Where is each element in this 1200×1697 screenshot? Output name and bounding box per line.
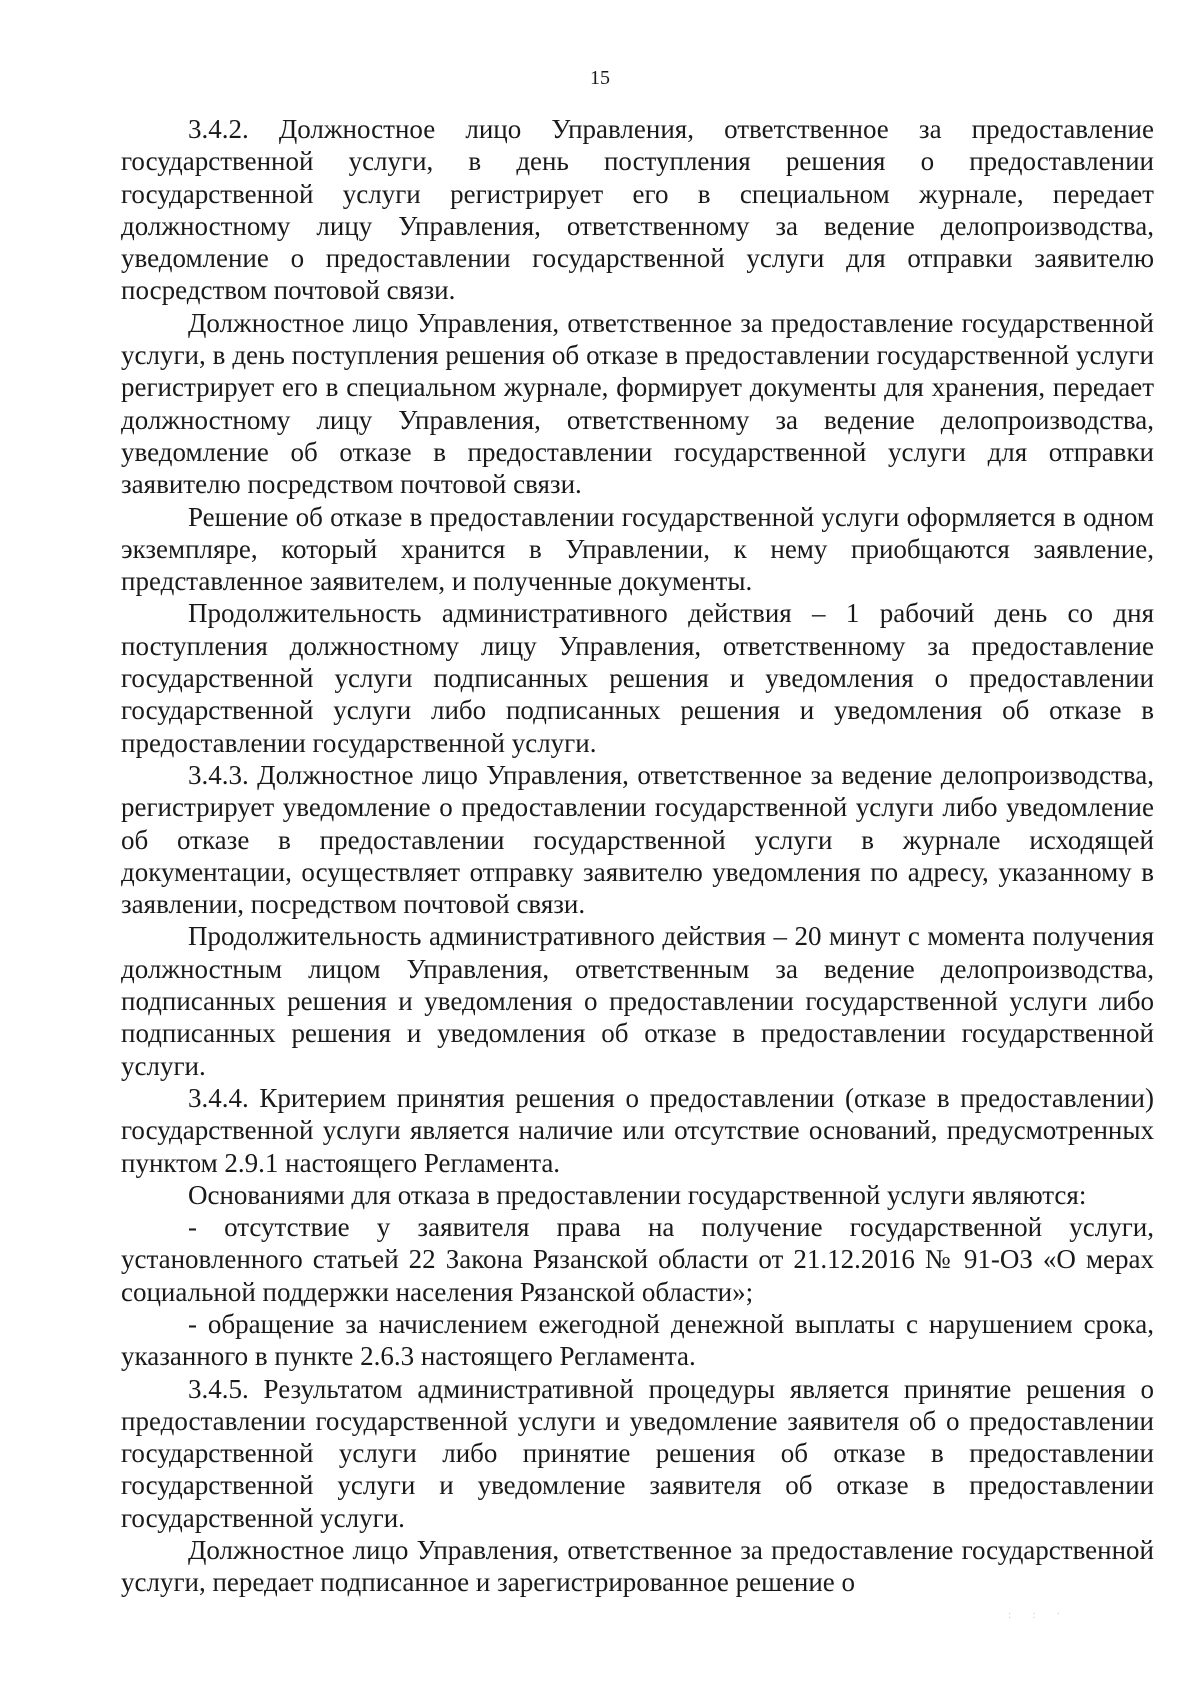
- paragraph-3-4-5: 3.4.5. Результатом административной процедуры является принятие решения о предоставлении государственной услуги и уведомление заявителя об о предоставлении государственной услуги либо принятие решения об отказе в предоставлении государственной услуги и уведомление заявителя об отказе в предоставлении государственной услуги.: [121, 1373, 1154, 1533]
- paragraph-refusal-decision-copy: Решение об отказе в предоставлении государственной услуги оформляется в одном экземпляре, который хранится в Управлении, к нему приобщаются заявление, представленное заявителем, и полученные документы.: [121, 501, 1154, 597]
- paragraph-duration-20-minutes: Продолжительность административного действия – 20 минут с момента получения должностным лицом Управления, ответственным за ведение делопроизводства, подписанных решения и уведомления о предоставлении государственной услуги либо подписанных решения и уведомления об отказе в предоставлении государственной услуги.: [121, 921, 1154, 1081]
- paragraph-duration-1-day: Продолжительность административного действия – 1 рабочий день со дня поступления должностному лицу Управления, ответственному за предоставление государственной услуги подписанных решения и уведомления о предоставлении государственной услуги либо подписанных решения и уведомления об отказе в предоставлении государственной услуги.: [121, 598, 1154, 758]
- document-body: [121, 113, 1154, 1599]
- list-item-no-right: - отсутствие у заявителя права на получение государственной услуги, установленного статьей 22 Закона Рязанской области от 21.12.2016 № 91-ОЗ «О мерах социальной поддержки населения Рязанской области»;: [121, 1212, 1154, 1307]
- paragraph-3-4-2: 3.4.2. Должностное лицо Управления, ответственное за предоставление государственной услуги, в день поступления решения о предоставлении государственной услуги регистрирует его в специальном журнале, передает должностному лицу Управления, ответственному за ведение делопроизводства, уведомление о предоставлении государственной услуги для отправки заявителю посредством почтовой связи.: [121, 114, 1154, 306]
- paragraph-refusal-registration: Должностное лицо Управления, ответственное за предоставление государственной услуги, в день поступления решения об отказе в предоставлении государственной услуги регистрирует его в специальном журнале, формирует документы для хранения, передает должностному лицу Управления, ответственному за ведение делопроизводства, уведомление об отказе в предоставлении государственной услуги для отправки заявителю посредством почтовой связи.: [121, 307, 1154, 500]
- paragraph-refusal-grounds-intro: Основаниями для отказа в предоставлении государственной услуги являются:: [188, 1179, 1087, 1210]
- list-item-deadline-violation: - обращение за начислением ежегодной денежной выплаты с нарушением срока, указанного в пункте 2.6.3 настоящего Регламента.: [121, 1308, 1154, 1372]
- paragraph-official-transfers: Должностное лицо Управления, ответственное за предоставление государственной услуги, передает подписанное и зарегистрированное решение о: [121, 1535, 1154, 1598]
- paragraph-3-4-4: 3.4.4. Критерием принятия решения о предоставлении (отказе в предоставлении) государственной услуги является наличие или отсутствие оснований, предусмотренных пунктом 2.9.1 настоящего Регламента.: [121, 1082, 1154, 1178]
- paragraph-3-4-3: 3.4.3. Должностное лицо Управления, ответственное за ведение делопроизводства, регистрирует уведомление о предоставлении государственной услуги либо уведомление об отказе в предоставлении государственной услуги в журнале исходящей документации, осуществляет отправку заявителю уведомления по адресу, указанному в заявлении, посредством почтовой связи.: [121, 759, 1154, 920]
- scan-artifact: · · · · ·: [1008, 1609, 1069, 1624]
- page-number: 15: [590, 67, 610, 89]
